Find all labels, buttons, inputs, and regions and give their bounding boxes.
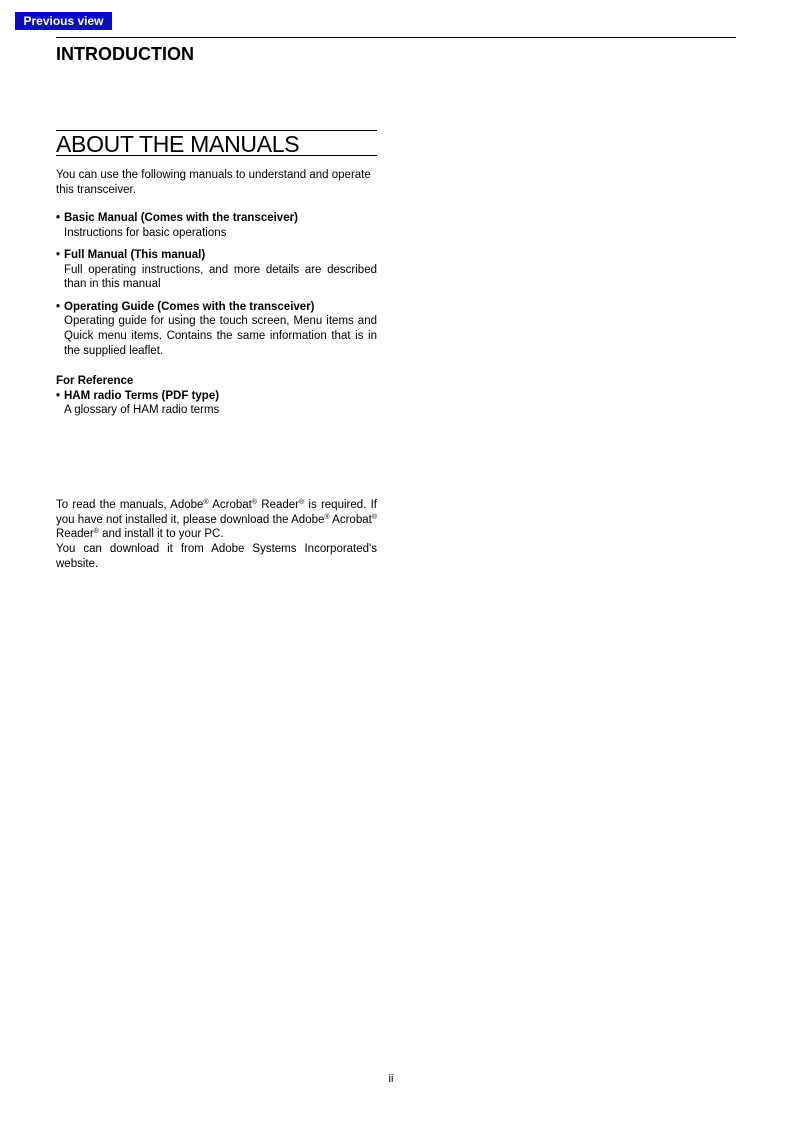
registered-mark: ® [324, 513, 330, 521]
bullet-icon: • [56, 389, 61, 402]
manuals-list [56, 211, 377, 366]
acrobat-note [56, 498, 377, 572]
reference-item-description: A glossary of HAM radio terms [64, 404, 220, 417]
list-item [56, 248, 377, 292]
manual-description: Operating guide for using the touch screen, Menu items and Quick menu items. Contains the same information that is in the supplied leaflet. [64, 315, 377, 357]
header-rule [56, 37, 736, 38]
manual-title: Full Manual (This manual) [64, 249, 206, 261]
registered-mark: ® [93, 528, 99, 536]
list-item [56, 389, 377, 418]
manual-title: Basic Manual (Comes with the transceiver) [64, 212, 298, 224]
intro-text: You can use the following manuals to understand and operate this transceiver. [56, 169, 371, 196]
registered-mark: ® [251, 499, 258, 506]
intro-paragraph [56, 168, 377, 197]
section-title: ABOUT THE MANUALS [56, 131, 300, 157]
registered-mark: ® [298, 499, 305, 506]
registered-mark: ® [203, 499, 209, 506]
page-number: ii [388, 1073, 394, 1085]
bullet-icon: • [56, 300, 61, 313]
list-item [56, 211, 377, 240]
reference-item-title: HAM radio Terms (PDF type) [64, 389, 220, 402]
acrobat-requirement-text: To read the manuals, Adobe® Acrobat® Reader® is required. If you have not installed it, please download the Adobe® Acrobat® Reader® and install it to your PC. [56, 499, 377, 541]
bullet-icon: • [56, 212, 61, 224]
manual-description: Instructions for basic operations [64, 226, 227, 239]
manual-title: Operating Guide (Comes with the transceiver) [64, 300, 315, 313]
previous-view-button[interactable]: Previous view [15, 12, 112, 30]
bullet-icon: • [56, 249, 61, 261]
manual-description: Full operating instructions, and more details are described than in this manual [64, 263, 377, 291]
list-item [56, 300, 377, 359]
reference-heading: For Reference [56, 375, 134, 387]
registered-mark: ® [371, 513, 377, 521]
section-bottom-rule [56, 155, 377, 156]
page-title: INTRODUCTION [56, 44, 194, 64]
acrobat-download-text: You can download it from Adobe Systems Incorporated's website. [56, 543, 377, 570]
reference-section [56, 374, 377, 418]
